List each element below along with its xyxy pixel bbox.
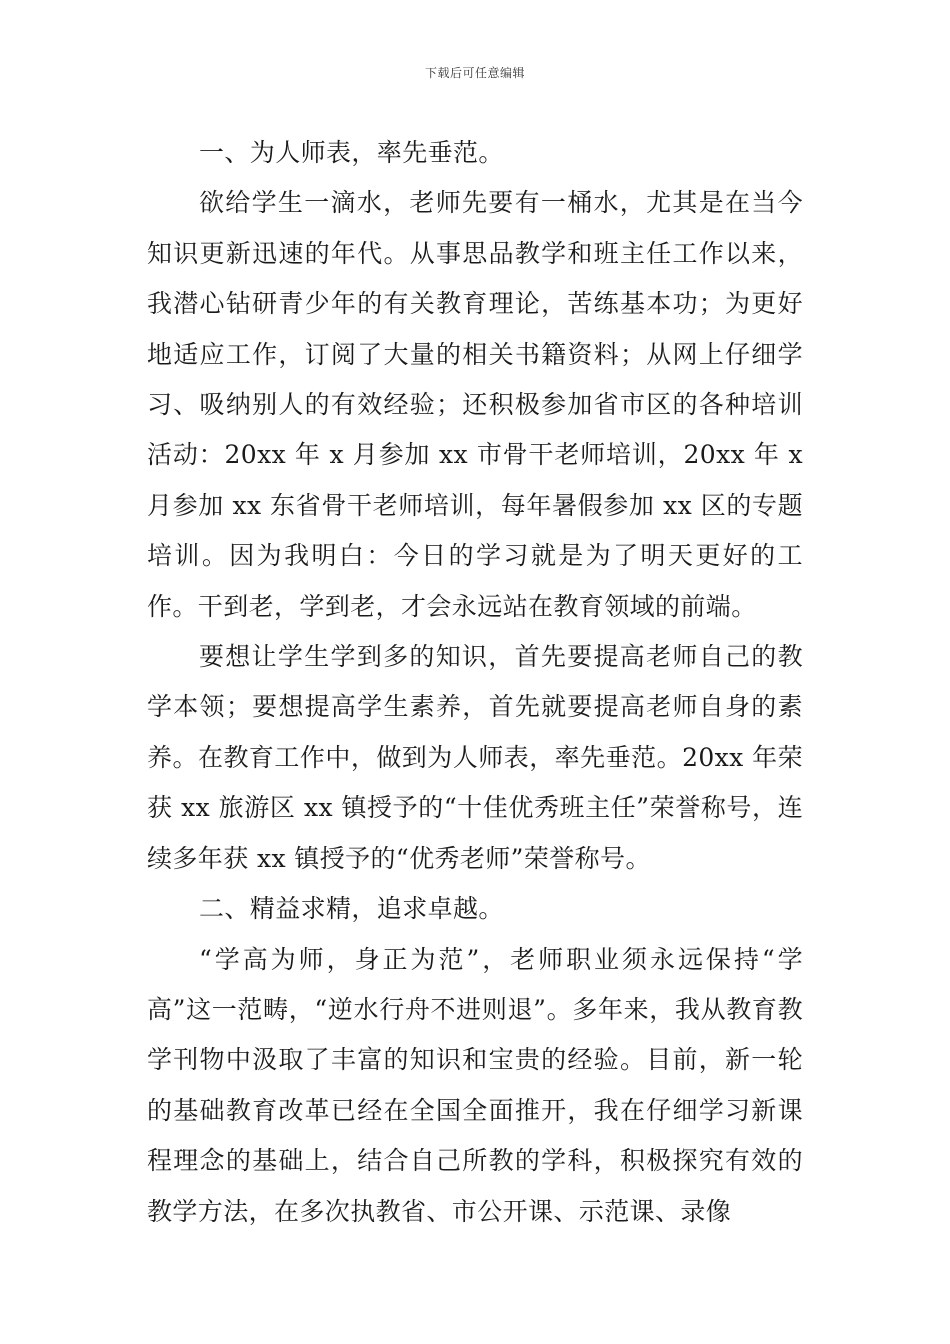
document-body: [147, 128, 803, 1237]
body-paragraph-3: “学高为师，身正为范”，老师职业须永远保持“学高”这一范畴，“逆水行舟不进则退”。多年来，我从教育教学刊物中汲取了丰富的知识和宝贵的经验。目前，新一轮的基础教育改革已经在全国全面推开，我在仔细学习新课程理念的基础上，结合自己所教的学科，积极探究有效的教学方法，在多次执教省、市公开课、示范课、录像: [147, 944, 803, 1226]
body-paragraph-2: 要想让学生学到多的知识，首先要提高老师自己的教学本领；要想提高学生素养，首先就要提高老师自身的素养。在教育工作中，做到为人师表，率先垂范。20xx 年荣获 xx 旅游区 xx 镇授予的“十佳优秀班主任”荣誉称号，连续多年获 xx 镇授予的“优秀老师”荣誉称号。: [147, 642, 803, 873]
section-heading-1: 一、为人师表，率先垂范。: [199, 138, 504, 167]
header-note: 下载后可任意编辑: [424, 66, 525, 80]
body-paragraph-1: 欲给学生一滴水，老师先要有一桶水，尤其是在当今知识更新迅速的年代。从事思品教学和班主任工作以来，我潜心钻研青少年的有关教育理论，苦练基本功；为更好地适应工作，订阅了大量的相关书籍资料；从网上仔细学习、吸纳别人的有效经验；还积极参加省市区的各种培训活动：20xx 年 x 月参加 xx 市骨干老师培训，20xx 年 x 月参加 xx 东省骨干老师培训，每年暑假参加 xx 区的专题培训。因为我明白：今日的学习就是为了明天更好的工作。干到老，学到老，才会永远站在教育领域的前端。: [147, 188, 803, 621]
section-heading-2: 二、精益求精，追求卓越。: [199, 894, 504, 924]
